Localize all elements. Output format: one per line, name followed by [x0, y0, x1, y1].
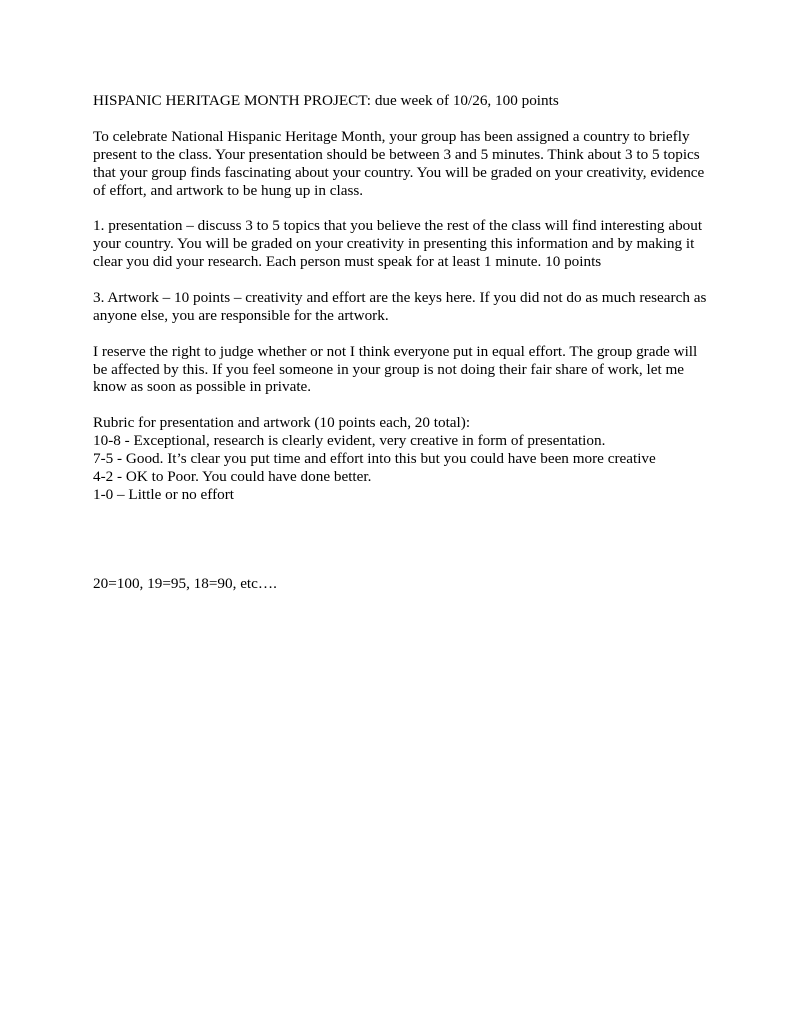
artwork-requirement: 3. Artwork – 10 points – creativity and effort are the keys here. If you did not do as much research as anyone else, you are responsible for the artwork. [93, 288, 707, 324]
rubric-line: 10-8 - Exceptional, research is clearly evident, very creative in form of presentation. [93, 432, 606, 450]
rubric-heading: Rubric for presentation and artwork (10 points each, 20 total): [93, 414, 471, 432]
effort-reservation-note: I reserve the right to judge whether or not I think everyone put in equal effort. The group grade will be affected by this. If you feel someone in your group is not doing their fair share of work, let me know as soon as possible in private. [93, 342, 698, 396]
document-title: HISPANIC HERITAGE MONTH PROJECT: due week of 10/26, 100 points [93, 92, 559, 109]
document-body [93, 92, 713, 593]
score-conversion: 20=100, 19=95, 18=90, etc…. [93, 575, 277, 593]
blank-space [93, 504, 713, 576]
presentation-requirement: 1. presentation – discuss 3 to 5 topics that you believe the rest of the class will find interesting about your country. You will be graded on your creativity in presenting this information and by making it clear you did your research. Each person must speak for at least 1 minute. 10 points [93, 217, 703, 271]
rubric-line: 1-0 – Little or no effort [93, 485, 235, 503]
rubric-line: 7-5 - Good. It’s clear you put time and effort into this but you could have been more creative [93, 450, 656, 468]
rubric-line: 4-2 - OK to Poor. You could have done better. [93, 467, 372, 485]
intro-paragraph: To celebrate National Hispanic Heritage Month, your group has been assigned a country to briefly present to the class. Your presentation should be between 3 and 5 minutes. Think about 3 to 5 topics that your group finds fascinating about your country. You will be graded on your creativity, evidence of effort, and artwork to be hung up in class. [93, 127, 705, 199]
rubric-section [93, 414, 713, 504]
